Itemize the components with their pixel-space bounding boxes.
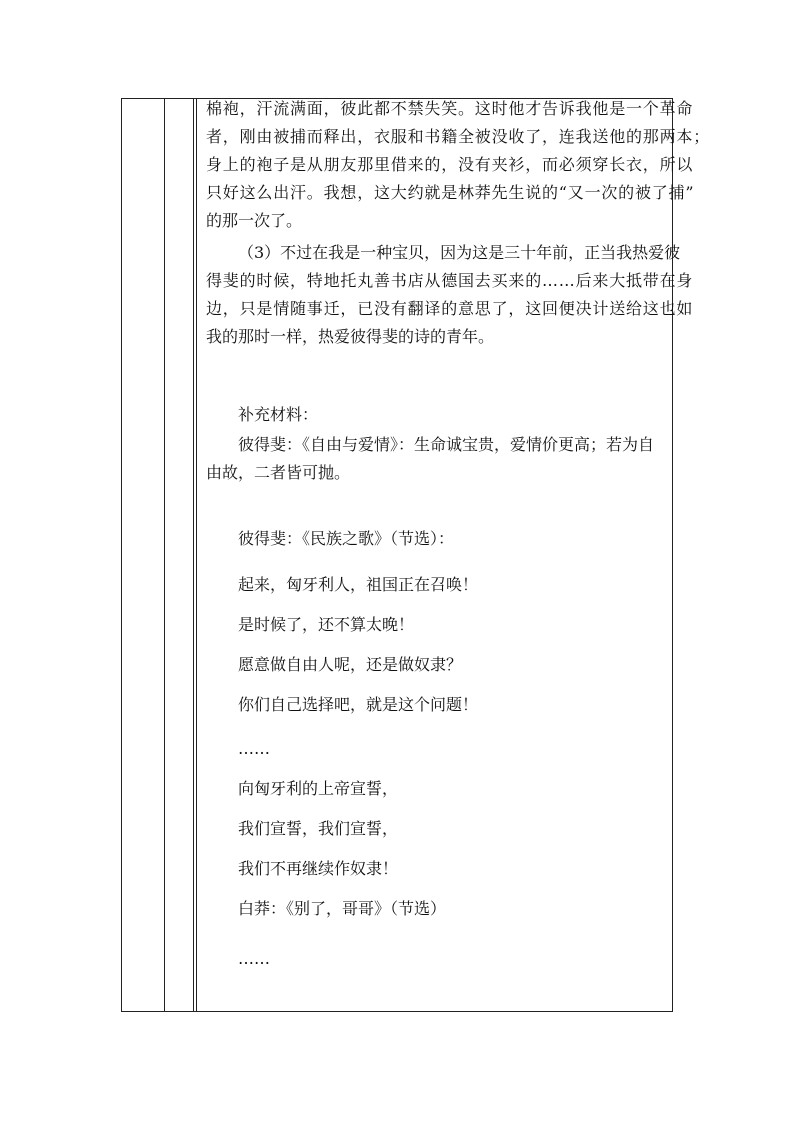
paragraph-line: 身上的袍子是从朋友那里借来的，没有夹衫，而必须穿长衣，所以 xyxy=(206,155,694,174)
poem-line: …… xyxy=(238,949,270,968)
paragraph-line: 我的那时一样，热爱彼得斐的诗的青年。 xyxy=(206,327,495,346)
content-table xyxy=(121,98,711,1012)
poem-line: 我们不再继续作奴隶！ xyxy=(238,859,399,878)
supplement-line: 白莽：《别了，哥哥》（节选） xyxy=(238,899,447,918)
paragraph-line: 者，刚由被捕而释出，衣服和书籍全被没收了，连我送他的那两本； xyxy=(206,127,711,146)
supplement-line: 彼得斐：《自由与爱情》：生命诚宝贵，爱情价更高；若为自 xyxy=(238,435,655,454)
paragraph-line: （3）不过在我是一种宝贝，因为这是三十年前，正当我热爱彼 xyxy=(238,243,681,262)
paragraph-line: 得斐的时候，特地托丸善书店从德国去买来的……后来大抵带在身 xyxy=(206,271,694,290)
poem-line: 你们自己选择吧，就是这个问题！ xyxy=(238,695,479,714)
paragraph-line: 边，只是情随事迁，已没有翻译的意思了，这回便决计送给这也如 xyxy=(206,299,694,318)
poem-line: 我们宣誓，我们宣誓， xyxy=(238,819,399,838)
paragraph-line: 棉袍，汗流满面，彼此都不禁失笑。这时他才告诉我他是一个革命 xyxy=(206,99,694,118)
table-column-divider xyxy=(164,99,165,1011)
poem-line: 愿意做自由人呢，还是做奴隶？ xyxy=(238,655,463,674)
supplement-line: 彼得斐：《民族之歌》（节选）： xyxy=(238,529,455,548)
poem-line: …… xyxy=(238,739,270,758)
paragraph-line: 只好这么出汗。我想，这大约就是林莽先生说的“又一次的被了捕” xyxy=(206,183,695,202)
supplement-heading: 补充材料： xyxy=(238,405,319,424)
table-column-divider xyxy=(196,99,197,1011)
table-column-divider xyxy=(193,99,194,1011)
poem-line: 起来，匈牙利人，祖国正在召唤！ xyxy=(238,575,479,594)
poem-line: 向匈牙利的上帝宣誓， xyxy=(238,779,399,798)
supplement-line: 由故，二者皆可抛。 xyxy=(206,463,351,482)
poem-line: 是时候了，还不算太晚！ xyxy=(238,615,415,634)
paragraph-line: 的那一次了。 xyxy=(206,211,303,230)
